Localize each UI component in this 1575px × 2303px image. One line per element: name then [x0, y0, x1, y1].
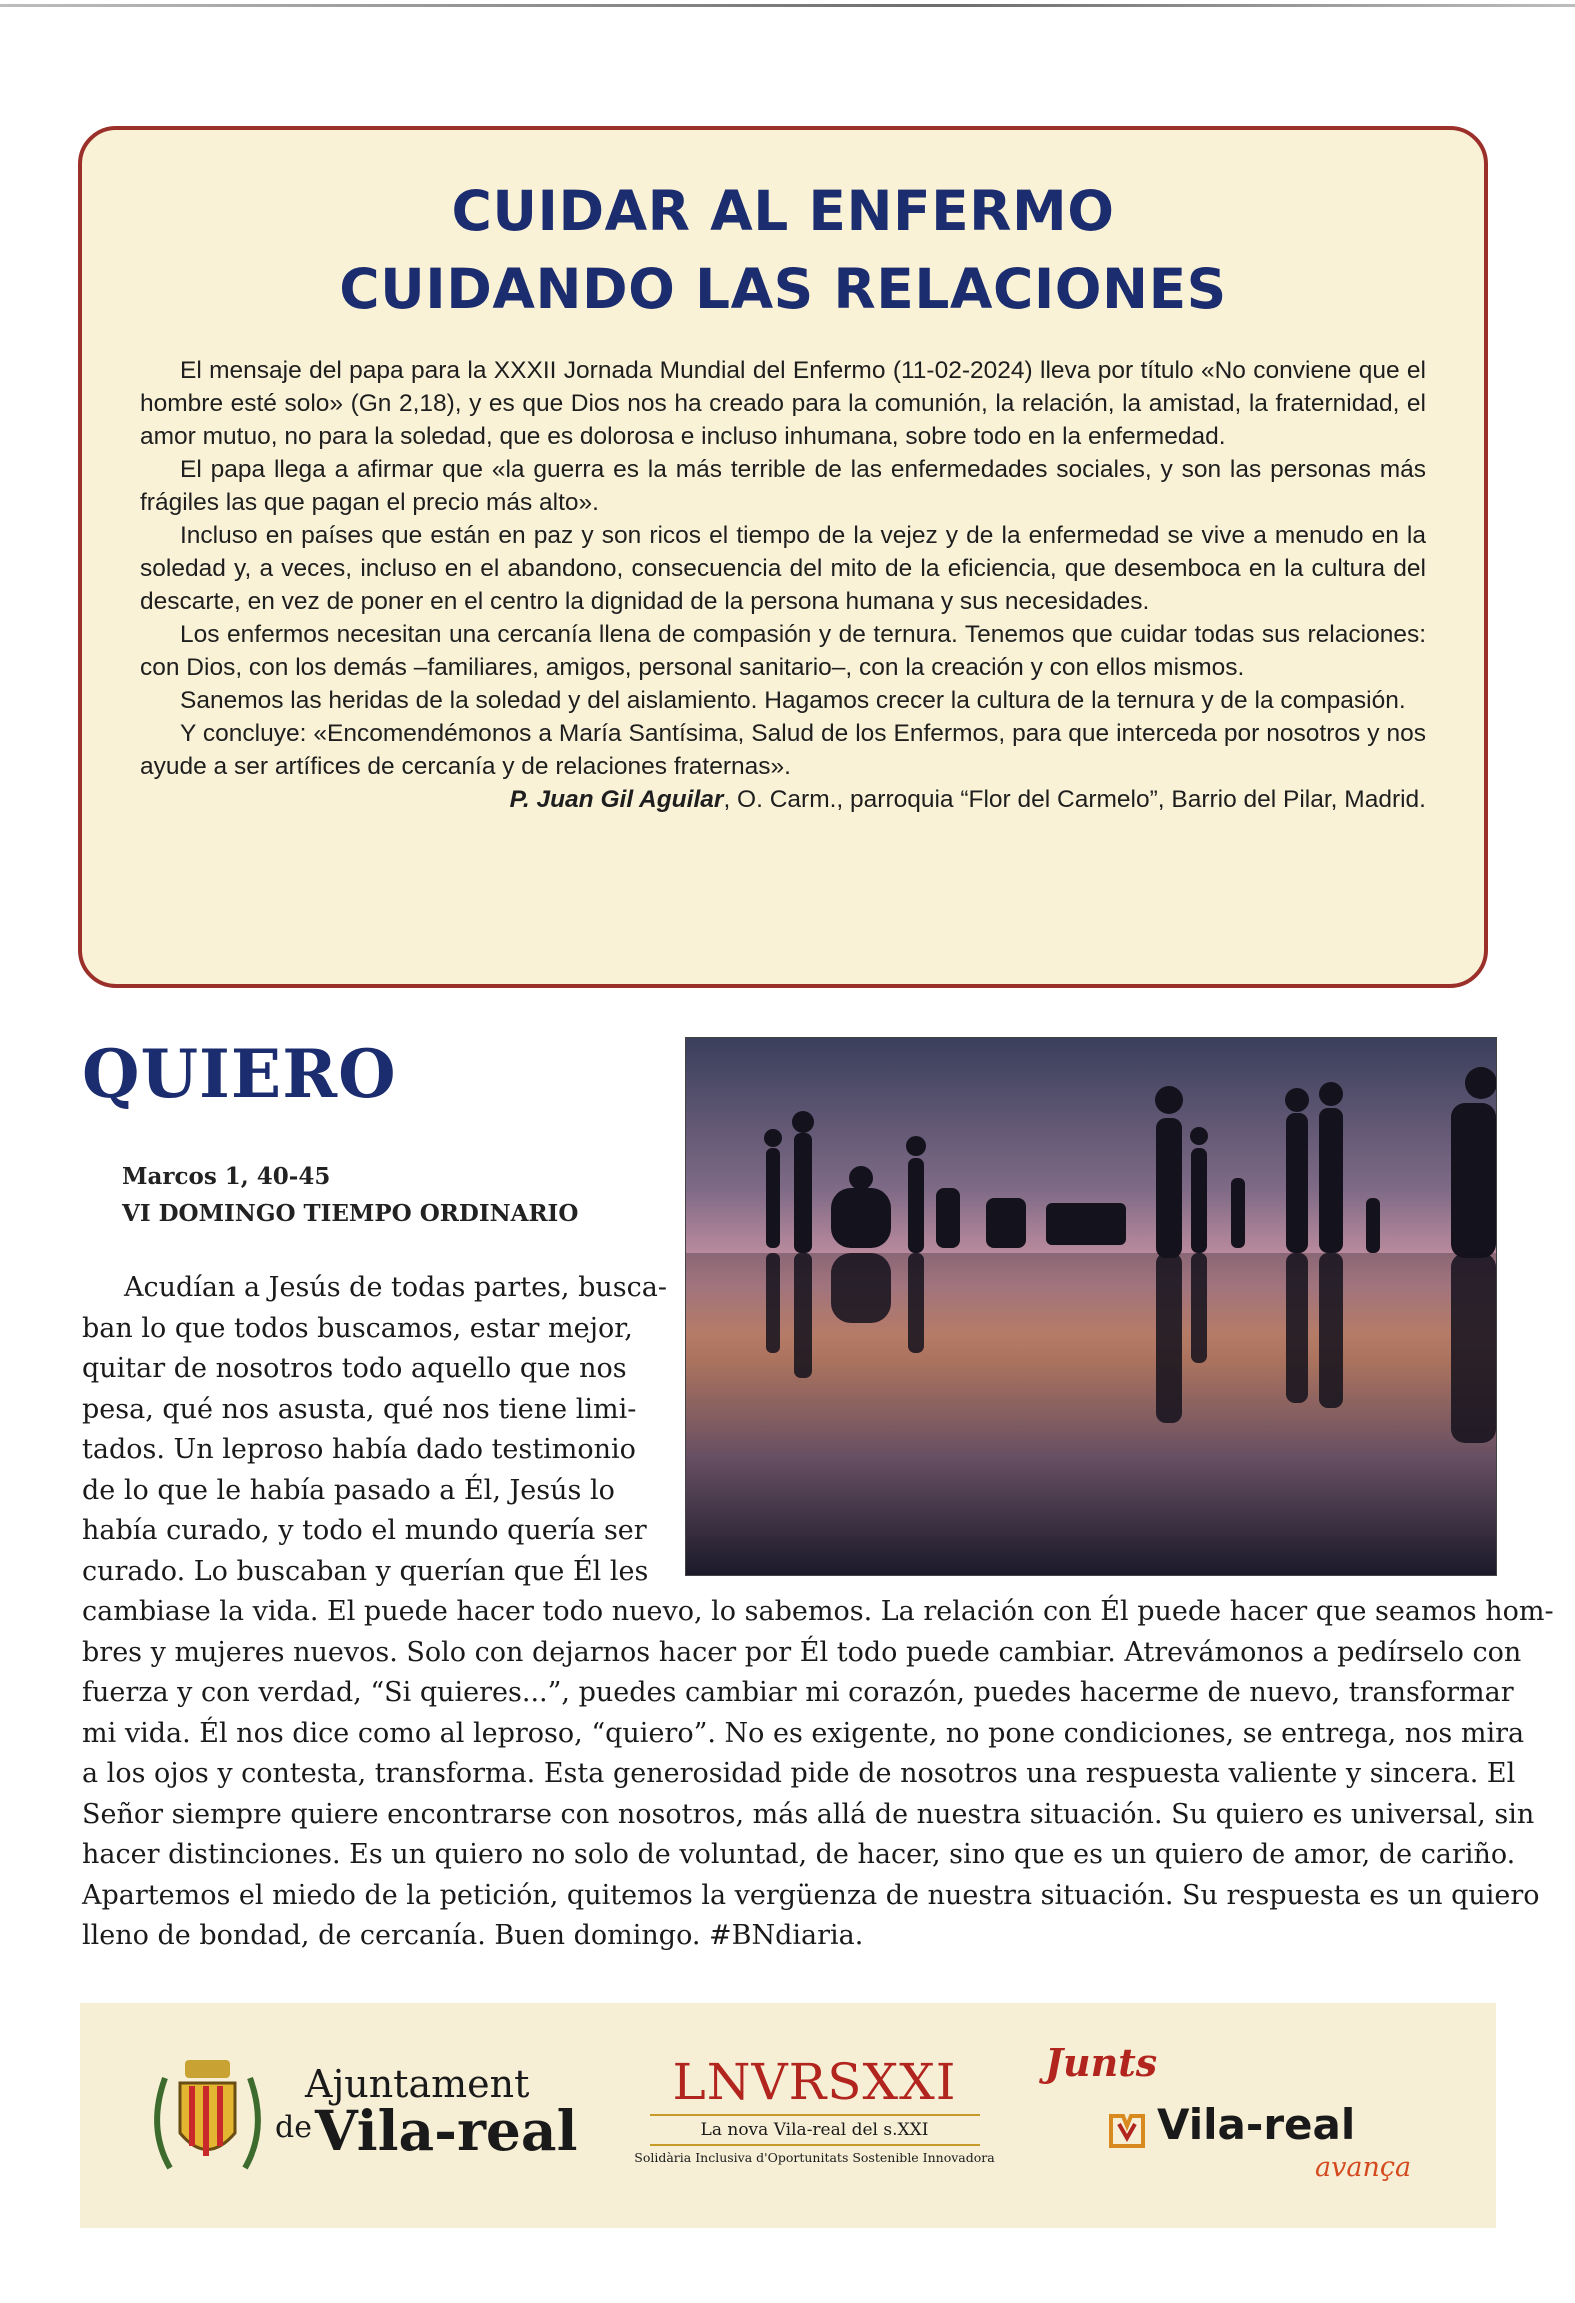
top-rule — [0, 4, 1575, 7]
article-line: tados. Un leproso había dado testimonio — [82, 1434, 636, 1465]
article-body — [82, 1268, 1554, 1957]
article-line: pesa, qué nos asusta, qué nos tiene limi- — [82, 1393, 637, 1425]
box-paragraph: Y concluye: «Encomendémonos a María Santísima, Salud de los Enfermos, para que interceda por nosotros y nos ayude a ser artífices de cercanía y de relaciones fraternas». — [140, 720, 1426, 780]
lnv-subtitle: La nova Vila-real del s.XXI — [700, 2120, 929, 2140]
article-line: Señor siempre quiere encontrarse con nosotros, más allá de nuestra situación. Su quiero es universal, sin — [82, 1798, 1535, 1830]
junts-logo — [1045, 2040, 1435, 2190]
liturgical-day: VI DOMINGO TIEMPO ORDINARIO — [122, 1200, 579, 1227]
article-line: mi vida. Él nos dice como al leproso, “quiero”. No es exigente, no pone condiciones, se entrega, nos mira — [82, 1717, 1525, 1749]
box-paragraph: Incluso en países que están en paz y son ricos el tiempo de la vejez y de la enfermedad se vive a menudo en la soledad y, a veces, incluso en el abandono, consecuencia del mito de la eficiencia, que desemboca en la cultura del descarte, en vez de poner en el centro la dignidad de la persona humana y sus necesidades. — [140, 522, 1426, 615]
article-line: cambiase la vida. El puede hacer todo nuevo, lo sabemos. La relación con Él puede hacer que seamos hom- — [82, 1596, 1554, 1627]
junts-emblem-icon — [1105, 2108, 1149, 2152]
signature-name: P. Juan Gil Aguilar — [509, 786, 724, 813]
box-paragraph: Sanemos las heridas de la soledad y del aislamiento. Hagamos crecer la cultura de la ternura y de la compasión. — [180, 687, 1406, 714]
article-line: a los ojos y contesta, transforma. Esta generosidad pide de nosotros una respuesta valiente y sincera. El — [82, 1758, 1516, 1789]
article-title: QUIERO — [82, 1035, 397, 1113]
article-line: quitar de nosotros todo aquello que nos — [82, 1353, 627, 1384]
junts-script: Junts — [1045, 2040, 1158, 2085]
article-line: fuerza y con verdad, “Si quieres...”, puedes cambiar mi corazón, puedes hacerme de nuevo, transformar — [82, 1677, 1514, 1708]
box-title-line-2: CUIDANDO LAS RELACIONES — [339, 257, 1227, 321]
box-body — [140, 354, 1426, 783]
lnv-rule — [650, 2114, 980, 2116]
lnv-rule — [650, 2144, 980, 2146]
junts-city: Vila-real — [1157, 2100, 1356, 2149]
ajuntament-city: Vila-real — [315, 2098, 578, 2163]
article-line: hacer distinciones. Es un quiero no solo de voluntad, de hacer, sino que es un quiero de amor, de cariño. — [82, 1839, 1516, 1870]
signature-details: , O. Carm., parroquia “Flor del Carmelo”, Barrio del Pilar, Madrid. — [723, 786, 1426, 813]
box-title-line-1: CUIDAR AL ENFERMO — [451, 179, 1115, 243]
lnv-words: Solidària Inclusiva d'Oportunitats Sostenible Innovadora — [634, 2150, 995, 2165]
article-line: Apartemos el miedo de la petición, quitemos la vergüenza de nuestra situación. Su respuesta es un quiero — [82, 1879, 1540, 1911]
ajuntament-de: de — [275, 2110, 312, 2145]
box-title — [140, 172, 1426, 328]
article-line: bres y mujeres nuevos. Solo con dejarnos hacer por Él todo puede cambiar. Atrevámonos a pedírselo con — [82, 1636, 1522, 1668]
article-reference — [122, 1158, 578, 1232]
ajuntament-label: Ajuntament — [305, 2062, 530, 2106]
ajuntament-logo — [145, 2048, 615, 2183]
box-paragraph: El papa llega a afirmar que «la guerra es la más terrible de las enfermedades sociales, y son las personas más frágiles las que pagan el precio más alto». — [140, 456, 1426, 516]
article-line: había curado, y todo el mundo quería ser — [82, 1515, 647, 1546]
box-paragraph: Los enfermos necesitan una cercanía llena de compasión y de ternura. Tenemos que cuidar todas sus relaciones: con Dios, con los demás –familiares, amigos, personal sanitario–, con la creación y con ellos mismos. — [140, 621, 1426, 681]
lnvrsxxi-logo — [612, 2052, 1017, 2182]
article-line: de lo que le había pasado a Él, Jesús lo — [82, 1474, 615, 1506]
box-paragraph: El mensaje del papa para la XXXII Jornada Mundial del Enfermo (11-02-2024) lleva por título «No conviene que el hombre esté solo» (Gn 2,18), y es que Dios nos ha creado para la comunión, la relación, la amistad, la fraternidad, el amor mutuo, no para la soledad, que es dolorosa e incluso inhumana, sobre todo en la enfermedad. — [140, 357, 1426, 450]
junts-avanca: avança — [1315, 2152, 1412, 2183]
article-line: ban lo que todos buscamos, estar mejor, — [82, 1312, 633, 1344]
article-line: curado. Lo buscaban y querían que Él les — [82, 1555, 649, 1587]
gospel-reference: Marcos 1, 40-45 — [122, 1163, 331, 1190]
lnv-title: LNVRSXXI — [672, 2053, 957, 2111]
coat-of-arms-icon — [145, 2048, 270, 2183]
message-box — [78, 126, 1488, 988]
article-line: lleno de bondad, de cercanía. Buen domingo. #BNdiaria. — [82, 1920, 864, 1951]
box-signature — [140, 783, 1426, 816]
article-line: Acudían a Jesús de todas partes, busca- — [124, 1272, 667, 1303]
